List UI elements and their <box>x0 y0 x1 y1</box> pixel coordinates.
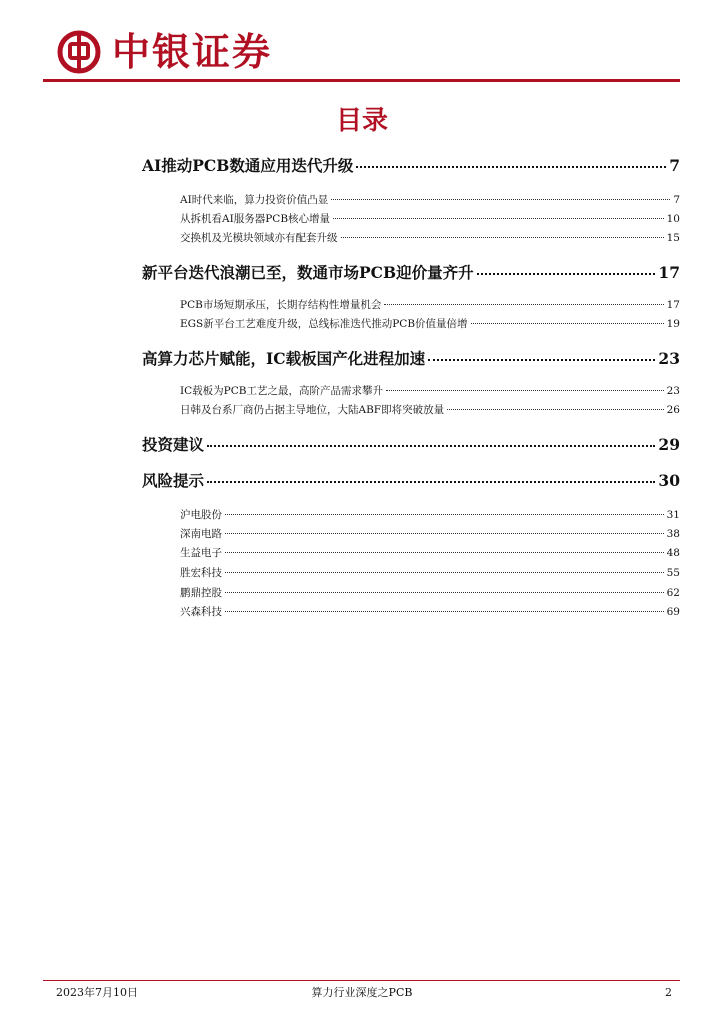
toc-subsection-title: EGS新平台工艺难度升级，总线标准迭代推动PCB价值量倍增 <box>180 318 468 330</box>
toc-subsection-entry[interactable] <box>180 192 680 208</box>
dot-leader <box>331 199 670 200</box>
bank-of-china-logo-icon <box>57 30 101 74</box>
footer-date: 2023年7月10日 <box>56 986 138 999</box>
dot-leader <box>333 218 664 219</box>
toc-page-number: 62 <box>666 587 680 599</box>
toc-subsection-entry[interactable] <box>180 383 680 399</box>
toc-page-number: 23 <box>666 385 680 397</box>
toc-subsection-entry[interactable] <box>180 230 680 246</box>
toc-section-title: AI推动PCB数通应用迭代升级 <box>142 156 354 175</box>
toc-subsection-title: PCB市场短期承压，长期存结构性增量机会 <box>180 299 382 311</box>
toc-page-number: 7 <box>669 156 680 175</box>
toc-page-number: 23 <box>658 349 680 368</box>
toc-company-title: 胜宏科技 <box>180 567 222 579</box>
dot-leader <box>471 323 664 324</box>
toc-subsection-entry[interactable] <box>180 211 680 227</box>
dot-leader <box>477 273 656 275</box>
toc-company-title: 生益电子 <box>180 547 222 559</box>
toc-page-number: 10 <box>666 213 680 225</box>
dot-leader <box>356 166 666 168</box>
dot-leader <box>225 533 664 534</box>
dot-leader <box>225 552 664 553</box>
toc-section-title: 高算力芯片赋能，IC载板国产化进程加速 <box>142 349 426 368</box>
toc-section-entry[interactable] <box>142 155 680 177</box>
dot-leader <box>428 359 655 361</box>
toc-subsection-title: IC载板为PCB工艺之最，高阶产品需求攀升 <box>180 385 383 397</box>
toc-subsection-entry[interactable] <box>180 316 680 332</box>
toc-section-entry[interactable] <box>142 470 680 492</box>
toc-page-number: 17 <box>658 263 680 282</box>
dot-leader <box>384 304 663 305</box>
toc-subsection-entry[interactable] <box>180 402 680 418</box>
toc-page-number: 26 <box>666 404 680 416</box>
toc-page-number: 29 <box>658 435 680 454</box>
toc-company-title: 深南电路 <box>180 528 222 540</box>
toc-page-number: 55 <box>666 567 680 579</box>
toc-company-entry[interactable] <box>180 526 680 542</box>
toc-page-number: 19 <box>666 318 680 330</box>
toc-subsection-title: 从拆机看AI服务器PCB核心增量 <box>180 213 331 225</box>
toc-page-number: 7 <box>673 194 680 206</box>
toc-page-number: 69 <box>666 606 680 618</box>
toc-title: 目录 <box>335 106 388 136</box>
toc-page-number: 17 <box>666 299 680 311</box>
brand-name: 中银证券 <box>112 30 273 74</box>
dot-leader <box>207 445 655 447</box>
dot-leader <box>386 390 664 391</box>
footer-page-number: 2 <box>665 986 672 999</box>
dot-leader <box>341 237 664 238</box>
dot-leader <box>225 514 664 515</box>
dot-leader <box>225 592 664 593</box>
toc-company-entry[interactable] <box>180 604 680 620</box>
dot-leader <box>225 611 664 612</box>
toc-page-number: 31 <box>666 509 680 521</box>
toc-subsection-title: 交换机及光模块领域亦有配套升级 <box>180 232 338 244</box>
toc-page-number: 38 <box>666 528 680 540</box>
report-header <box>0 0 724 90</box>
toc-company-title: 鹏鼎控股 <box>180 587 222 599</box>
toc-page-number: 15 <box>666 232 680 244</box>
toc-company-entry[interactable] <box>180 585 680 601</box>
toc-subsection-entry[interactable] <box>180 297 680 313</box>
toc-page-number: 48 <box>666 547 680 559</box>
dot-leader <box>207 481 655 483</box>
toc-company-title: 兴森科技 <box>180 606 222 618</box>
toc-section-entry[interactable] <box>142 434 680 456</box>
footer-rule <box>43 980 680 981</box>
dot-leader <box>447 409 664 410</box>
toc-section-entry[interactable] <box>142 348 680 370</box>
toc-page-number: 30 <box>658 471 680 490</box>
toc-company-entry[interactable] <box>180 565 680 581</box>
toc-section-title: 新平台迭代浪潮已至，数通市场PCB迎价量齐升 <box>142 263 474 282</box>
header-rule <box>43 79 680 82</box>
dot-leader <box>225 572 664 573</box>
toc-company-title: 沪电股份 <box>180 509 222 521</box>
toc-section-title: 投资建议 <box>142 435 205 454</box>
toc-section-title: 风险提示 <box>142 471 205 490</box>
toc-section-entry[interactable] <box>142 262 680 284</box>
toc-subsection-title: AI时代来临，算力投资价值凸显 <box>180 194 329 206</box>
footer-report-title: 算力行业深度之PCB <box>311 986 413 999</box>
toc-company-entry[interactable] <box>180 545 680 561</box>
toc-company-entry[interactable] <box>180 507 680 523</box>
toc-subsection-title: 日韩及台系厂商仍占据主导地位，大陆ABF即将突破放量 <box>180 404 445 416</box>
